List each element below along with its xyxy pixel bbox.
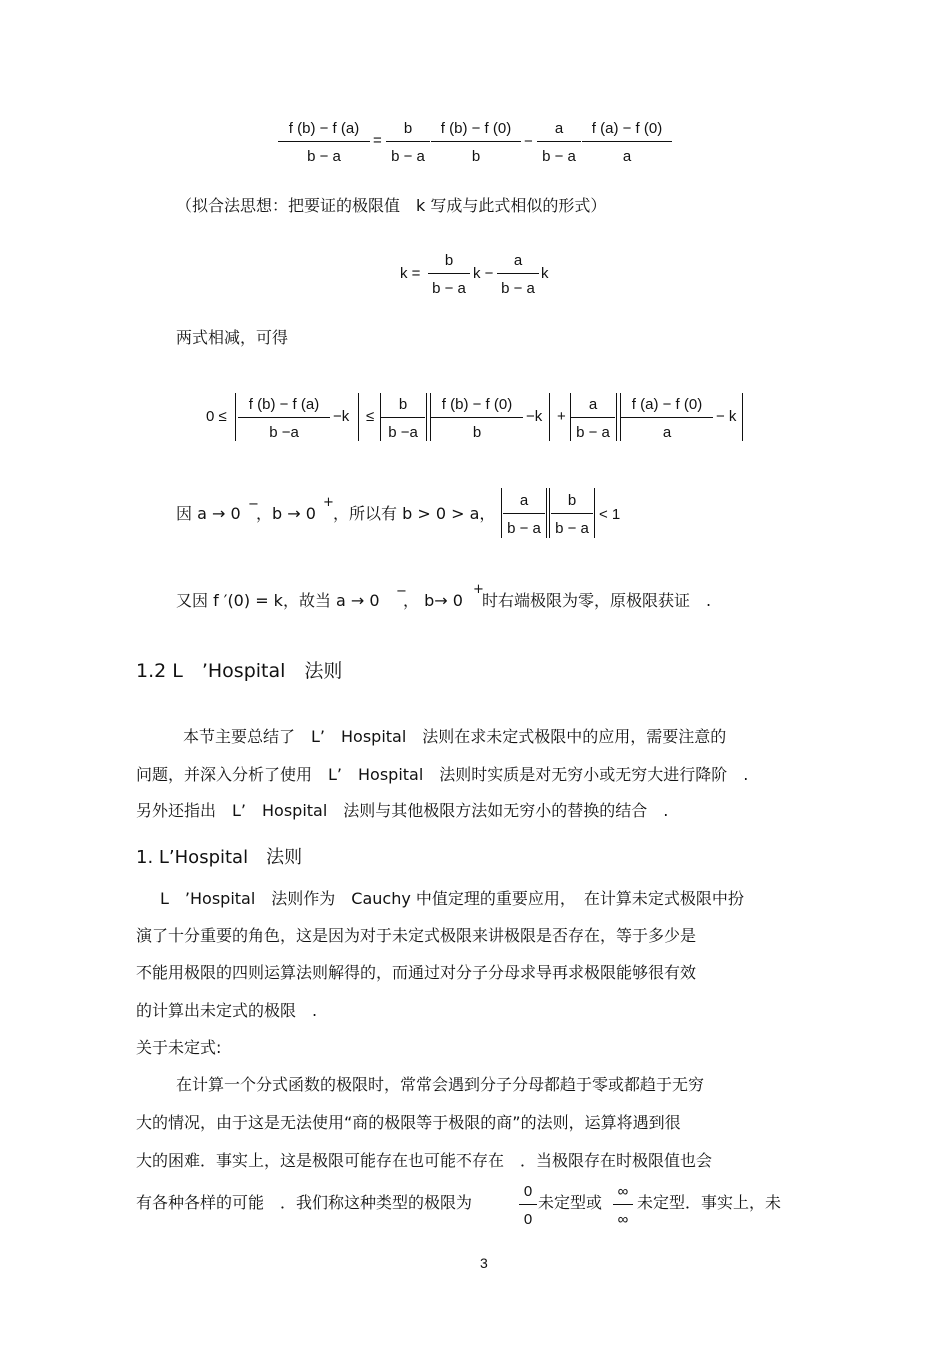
paragraph-line: 大的困难．事实上，这是极限可能存在也可能不存在 ．当极限存在时极限值也会 [136,1151,713,1170]
fraction-difference-quotient: f (b) − f (a) b −a [238,397,330,440]
subtract-text: 两式相减，可得 [176,328,289,347]
paragraph-line: 在计算一个分式函数的极限时，常常会遇到分子分母都趋于零或都趋于无穷 [176,1075,705,1094]
paragraph-line: L ’Hospital 法则作为 Cauchy 中值定理的重要应用， 在计算未定式极限中扮 [160,889,744,908]
fraction-a-over-b-minus-a: a b − a [497,253,539,296]
fraction-a-over-b-minus-a: a b − a [503,493,545,536]
superscript-minus: − [396,584,407,599]
paragraph-line: 的计算出未定式的极限 . [136,1001,318,1020]
because-text-3: ，所以有 b > 0 > a， [333,504,496,523]
because-text-1: 因 a → 0 [176,504,241,523]
last-line-text-3: 未定型．事实上，未 [637,1193,782,1212]
paragraph-line: 不能用极限的四则运算法则解得的，而通过对分子分母求导再求极限能够很有效 [136,963,697,982]
zero-le: 0 ≤ [206,408,227,425]
plus-sign: + [557,408,566,425]
le-sign: ≤ [366,408,375,425]
fraction-infinity-over-infinity: ∞ ∞ [613,1184,633,1227]
k-tail: k [541,265,549,282]
minus-k: − k [716,408,737,425]
fraction-lhs: f (b) − f (a) b − a [278,121,370,164]
about-label: 关于未定式: [136,1038,222,1057]
section-heading: 1.2 L ’Hospital 法则 [136,660,343,682]
last-line-text-2: 未定型或 [538,1193,603,1212]
fraction-b-over-b-minus-a: b b − a [428,253,470,296]
superscript-minus: − [248,497,259,512]
minus-k: −k [333,408,350,425]
superscript-plus: + [473,582,484,597]
intro-line: 另外还指出 L’ Hospital 法则与其他极限方法如无穷小的替换的结合 . [136,801,669,820]
conclusion-text-1: 又因 f ′(0) = k，故当 a → 0 [176,591,380,610]
superscript-plus: + [323,495,334,510]
fraction-fa-minus-f0: f (a) − f (0) a [582,121,672,164]
paragraph-line: 大的情况，由于这是无法使用“商的极限等于极限的商”的法则，运算将遇到很 [136,1113,681,1132]
subsection-heading: 1. L’Hospital 法则 [136,847,303,868]
last-line-text-1: 有各种各样的可能 ．我们称这种类型的极限为 [136,1193,473,1212]
method-note: （拟合法思想：把要证的极限值 k 写成与此式相似的形式） [176,196,607,215]
minus-sign: − [524,133,533,150]
fraction-b-over-b-minus-a: b b − a [551,493,593,536]
conclusion-text-2: ， b→ 0 [403,591,463,610]
fraction-a-over-b-minus-a: a b − a [571,397,615,440]
intro-line: 本节主要总结了 L’ Hospital 法则在求未定式极限中的应用，需要注意的 [183,727,727,746]
fraction-zero-over-zero: 0 0 [519,1184,537,1227]
equals-sign: = [373,132,382,149]
because-text-2: ，b → 0 [256,504,316,523]
less-than-one: < 1 [599,506,621,523]
minus-k: −k [526,408,543,425]
conclusion-text-3: 时右端极限为零，原极限获证 . [482,591,712,610]
fraction-fb-minus-f0: f (b) − f (0) b [431,121,521,164]
paragraph-line: 演了十分重要的角色，这是因为对于未定式极限来讲极限是否存在，等于多少是 [136,926,697,945]
fraction-b-over-b-minus-a: b b − a [386,121,430,164]
fraction-fa-minus-f0: f (a) − f (0) a [621,397,713,440]
fraction-fb-minus-f0: f (b) − f (0) b [431,397,523,440]
fraction-b-over-b-minus-a: b b −a [381,397,425,440]
k-minus: k − [473,265,494,282]
k-equals: k = [400,265,421,282]
page-number: 3 [480,1255,488,1271]
fraction-a-over-b-minus-a: a b − a [537,121,581,164]
intro-line: 问题，并深入分析了使用 L’ Hospital 法则时实质是对无穷小或无穷大进行降阶 . [136,765,749,784]
